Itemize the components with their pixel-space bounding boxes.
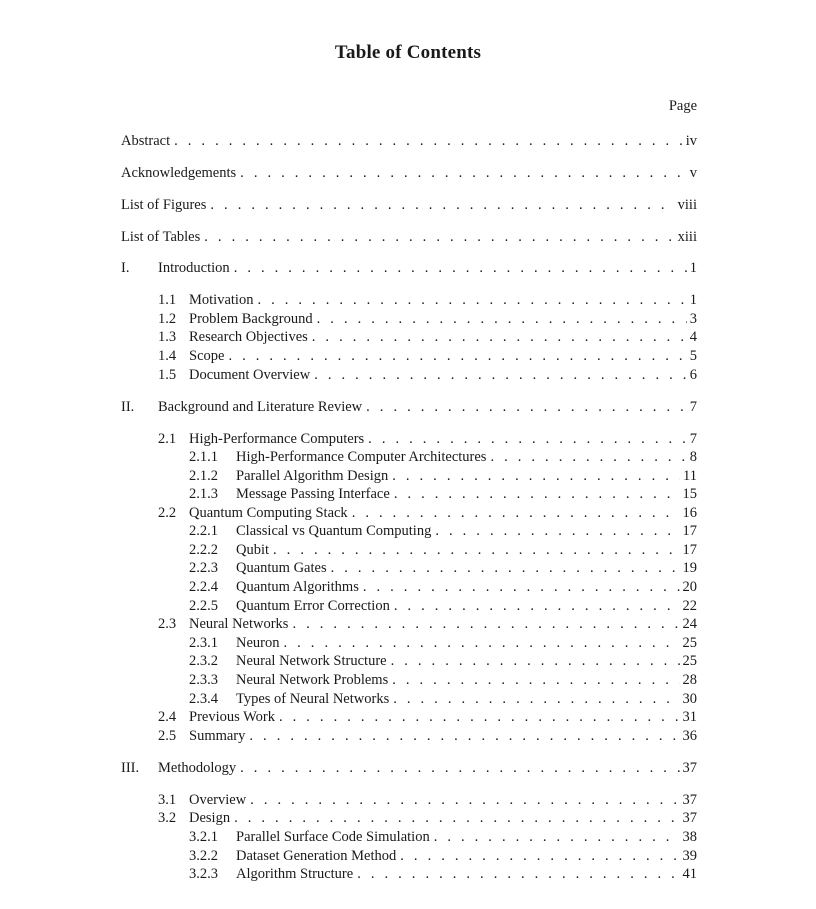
dot-leader: [292, 615, 679, 634]
toc-entry-label: Qubit: [236, 541, 273, 560]
toc-entry-label: High-Performance Computers: [189, 430, 368, 449]
toc-entry[interactable]: [0, 196, 816, 215]
dot-leader: [393, 690, 679, 709]
toc-entry-label: Previous Work: [189, 708, 279, 727]
toc-entry[interactable]: [0, 366, 816, 385]
toc-entry-label: Abstract: [121, 132, 174, 151]
dot-leader: [352, 504, 680, 523]
dot-leader: [331, 559, 680, 578]
toc-entry-page: 6: [687, 366, 697, 385]
toc-entry-number: 2.3: [158, 616, 177, 632]
toc-entry-page: 11: [680, 467, 697, 486]
toc-entry-page: 37: [680, 809, 698, 828]
dot-leader: [273, 541, 679, 560]
toc-entry-label: List of Tables: [121, 228, 204, 247]
dot-leader: [391, 652, 680, 671]
toc-entry-page: 20: [680, 578, 698, 597]
toc-entry-number: 3.2.3: [189, 866, 218, 882]
toc-entry-number: 2.2: [158, 505, 177, 521]
toc-entry-label: Overview: [189, 791, 250, 810]
toc-entry-label: Scope: [189, 347, 228, 366]
toc-entry-number: 1.5: [158, 367, 177, 383]
dot-leader: [314, 366, 687, 385]
dot-leader: [490, 448, 686, 467]
dot-leader: [392, 671, 679, 690]
toc-entry[interactable]: [0, 671, 816, 690]
dot-leader: [240, 759, 679, 778]
toc-entry[interactable]: [0, 634, 816, 653]
toc-entry-number: 1.2: [158, 311, 177, 327]
toc-entry-label: High-Performance Computer Architectures: [236, 448, 490, 467]
page-title: Table of Contents: [334, 42, 482, 63]
dot-leader: [249, 727, 679, 746]
toc-entry[interactable]: [0, 708, 816, 727]
toc-entry[interactable]: [0, 690, 816, 709]
toc-entry[interactable]: [0, 291, 816, 310]
toc-entry-page: 37: [680, 791, 698, 810]
toc-entry[interactable]: [0, 485, 816, 504]
toc-entry[interactable]: [0, 132, 816, 151]
toc-entry-page: 41: [680, 865, 698, 884]
toc-entry-label: Neural Networks: [189, 615, 292, 634]
dot-leader: [357, 865, 679, 884]
dot-leader: [284, 634, 680, 653]
page-column-header: Page: [668, 98, 697, 114]
dot-leader: [392, 467, 680, 486]
toc-entry-page: 1: [687, 291, 697, 310]
toc-entry-label: Algorithm Structure: [236, 865, 357, 884]
toc-entry-number: 3.1: [158, 792, 177, 808]
toc-entry[interactable]: [0, 791, 816, 810]
toc-entry-page: 16: [680, 504, 698, 523]
toc-entry-number: 2.3.4: [189, 691, 218, 707]
dot-leader: [435, 522, 679, 541]
toc-entry-label: Design: [189, 809, 234, 828]
toc-entry-page: 28: [680, 671, 698, 690]
toc-entry-number: III.: [121, 760, 140, 776]
toc-entry-label: Quantum Gates: [236, 559, 331, 578]
toc-entry-number: 2.3.3: [189, 672, 218, 688]
toc-entry-number: 2.2.2: [189, 542, 218, 558]
toc-entry-label: Neural Network Structure: [236, 652, 391, 671]
toc-entry-number: 2.5: [158, 728, 177, 744]
toc-entry[interactable]: [0, 578, 816, 597]
dot-leader: [279, 708, 680, 727]
toc-entry-page: 7: [687, 430, 697, 449]
toc-entry-label: Neural Network Problems: [236, 671, 392, 690]
toc-entry-label: Neuron: [236, 634, 284, 653]
toc-entry-number: 2.2.5: [189, 598, 218, 614]
toc-entry-label: Quantum Error Correction: [236, 597, 394, 616]
toc-entry-page: 4: [687, 328, 697, 347]
toc-entry-page: 25: [680, 652, 698, 671]
toc-entry-page: 31: [680, 708, 698, 727]
dot-leader: [400, 847, 679, 866]
toc-entry-label: Introduction: [158, 259, 234, 278]
toc-entry[interactable]: [0, 615, 816, 634]
toc-entry[interactable]: [0, 328, 816, 347]
dot-leader: [204, 228, 674, 247]
toc-entry-page: 5: [687, 347, 697, 366]
toc-entry-page: 8: [687, 448, 697, 467]
toc-entry[interactable]: [0, 759, 816, 778]
dot-leader: [240, 164, 687, 183]
toc-entry-page: xiii: [675, 228, 697, 247]
toc-entry[interactable]: [0, 164, 816, 183]
toc-entry-page: 39: [680, 847, 698, 866]
dot-leader: [210, 196, 674, 215]
toc-entry-page: 24: [680, 615, 698, 634]
dot-leader: [394, 485, 680, 504]
toc-entry-page: 36: [680, 727, 698, 746]
toc-entry-number: 2.1.3: [189, 486, 218, 502]
toc-entry-label: Problem Background: [189, 310, 317, 329]
toc-entry-label: Quantum Algorithms: [236, 578, 363, 597]
dot-leader: [234, 259, 687, 278]
toc-entry[interactable]: [0, 259, 816, 278]
toc-entry-number: 2.1.1: [189, 449, 218, 465]
dot-leader: [363, 578, 680, 597]
dot-leader: [174, 132, 683, 151]
toc-entry[interactable]: [0, 559, 816, 578]
toc-entry-page: 25: [680, 634, 698, 653]
toc-entry-label: Types of Neural Networks: [236, 690, 393, 709]
toc-entry[interactable]: [0, 522, 816, 541]
toc-entry[interactable]: [0, 727, 816, 746]
toc-entry-label: Classical vs Quantum Computing: [236, 522, 435, 541]
toc-entry[interactable]: [0, 541, 816, 560]
toc-entry-page: viii: [675, 196, 697, 215]
toc-entry-number: 2.2.3: [189, 560, 218, 576]
toc-entry-label: Background and Literature Review: [158, 398, 366, 417]
toc-entry[interactable]: [0, 847, 816, 866]
toc-entry-number: 1.4: [158, 348, 177, 364]
toc-entry[interactable]: [0, 865, 816, 884]
toc-entry-label: Methodology: [158, 759, 240, 778]
dot-leader: [366, 398, 687, 417]
toc-entry-number: 2.4: [158, 709, 177, 725]
toc-entry-number: I.: [121, 260, 130, 276]
toc-entry-page: 3: [687, 310, 697, 329]
toc-entry-page: v: [687, 164, 697, 183]
toc-entry-number: 3.2.2: [189, 848, 218, 864]
toc-entry[interactable]: [0, 430, 816, 449]
toc-entry-page: 38: [680, 828, 698, 847]
dot-leader: [250, 791, 679, 810]
toc-entry-number: 2.3.2: [189, 653, 218, 669]
toc-entry-page: 22: [680, 597, 698, 616]
dot-leader: [228, 347, 686, 366]
toc-entry-label: Research Objectives: [189, 328, 312, 347]
toc-entry-page: 37: [680, 759, 698, 778]
toc-entry-number: 3.2.1: [189, 829, 218, 845]
dot-leader: [257, 291, 686, 310]
toc-entry-label: Motivation: [189, 291, 257, 310]
dot-leader: [368, 430, 687, 449]
toc-entry-label: Acknowledgements: [121, 164, 240, 183]
toc-entry-number: 3.2: [158, 810, 177, 826]
toc-entry[interactable]: [0, 398, 816, 417]
toc-entry-label: Quantum Computing Stack: [189, 504, 352, 523]
toc-entry[interactable]: [0, 809, 816, 828]
toc-entry-number: 2.2.4: [189, 579, 218, 595]
toc-entry[interactable]: [0, 828, 816, 847]
toc-entry-page: 19: [680, 559, 698, 578]
toc-entry[interactable]: [0, 467, 816, 486]
toc-entry[interactable]: [0, 228, 816, 247]
toc-entry-label: Document Overview: [189, 366, 314, 385]
toc-entry-label: Summary: [189, 727, 249, 746]
toc-entry[interactable]: [0, 652, 816, 671]
toc-entry-page: 17: [680, 522, 698, 541]
toc-entry-number: 2.2.1: [189, 523, 218, 539]
toc-entry-page: 17: [680, 541, 698, 560]
toc-entry[interactable]: [0, 597, 816, 616]
toc-entry-label: Parallel Algorithm Design: [236, 467, 392, 486]
toc-entry-page: iv: [683, 132, 697, 151]
toc-entry-number: 2.1.2: [189, 468, 218, 484]
toc-entry-label: List of Figures: [121, 196, 210, 215]
toc-entry[interactable]: [0, 310, 816, 329]
toc-entry-page: 1: [687, 259, 697, 278]
toc-entry-label: Parallel Surface Code Simulation: [236, 828, 434, 847]
toc-entry-number: 2.1: [158, 431, 177, 447]
toc-entry[interactable]: [0, 448, 816, 467]
toc-entry-page: 7: [687, 398, 697, 417]
toc-entry-page: 30: [680, 690, 698, 709]
dot-leader: [394, 597, 680, 616]
toc-entry-page: 15: [680, 485, 698, 504]
toc-entry-number: 2.3.1: [189, 635, 218, 651]
toc-entry-number: 1.1: [158, 292, 177, 308]
toc-entry-label: Dataset Generation Method: [236, 847, 400, 866]
toc-entry-label: Message Passing Interface: [236, 485, 394, 504]
toc-entry-number: II.: [121, 399, 135, 415]
dot-leader: [234, 809, 679, 828]
dot-leader: [434, 828, 680, 847]
dot-leader: [312, 328, 687, 347]
dot-leader: [317, 310, 687, 329]
toc-entry[interactable]: [0, 504, 816, 523]
toc-entry-number: 1.3: [158, 329, 177, 345]
toc-entry[interactable]: [0, 347, 816, 366]
